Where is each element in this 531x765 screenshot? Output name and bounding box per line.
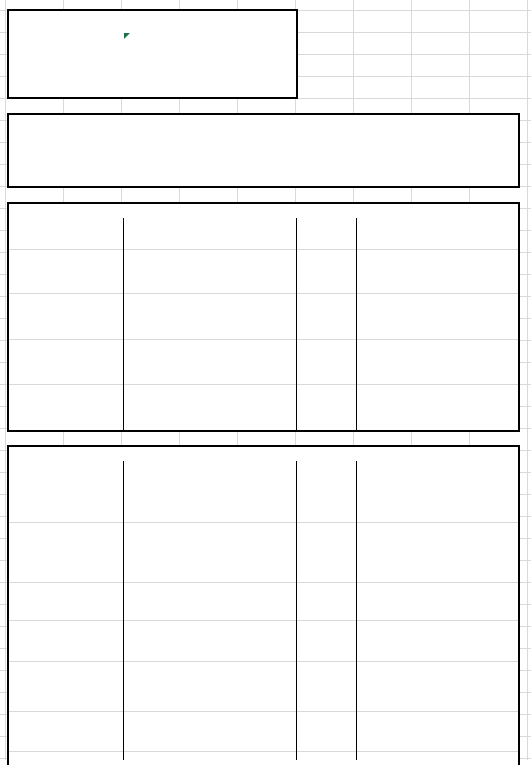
row-divider	[9, 620, 518, 621]
column-divider	[296, 218, 297, 430]
column-divider	[123, 218, 124, 430]
meta-table	[7, 9, 298, 99]
row-divider	[9, 582, 518, 583]
column-divider	[296, 461, 297, 760]
menus-table	[7, 445, 520, 765]
cell-comment-marker	[124, 33, 130, 39]
row-divider	[9, 249, 518, 250]
column-divider	[356, 461, 357, 760]
final-table	[7, 113, 520, 188]
row-divider	[9, 711, 518, 712]
row-divider	[9, 522, 518, 523]
column-divider	[123, 461, 124, 760]
row-divider	[9, 751, 518, 752]
column-divider	[356, 218, 357, 430]
setup-table	[7, 202, 520, 432]
row-divider	[9, 384, 518, 385]
row-divider	[9, 661, 518, 662]
row-divider	[9, 339, 518, 340]
row-divider	[9, 293, 518, 294]
